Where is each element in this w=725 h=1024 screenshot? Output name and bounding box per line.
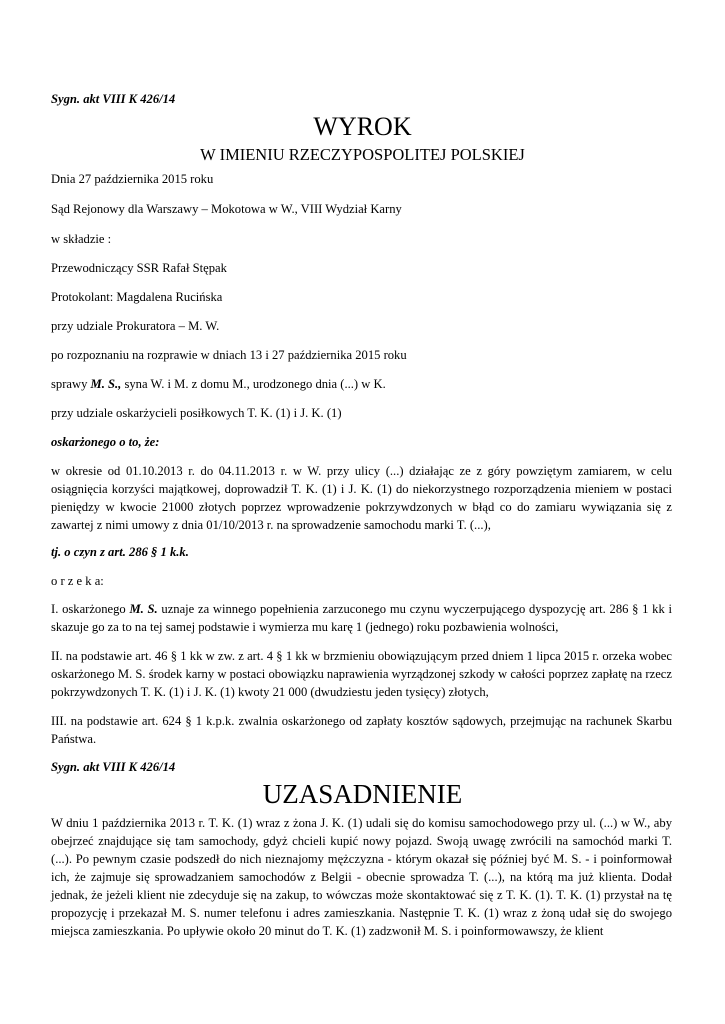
- verdict-point-i: [51, 600, 672, 636]
- court-name: Sąd Rejonowy dla Warszawy – Mokotowa w W., VIII Wydział Karny: [51, 202, 402, 216]
- case-of-defendant: [51, 375, 672, 393]
- justification-text: W dniu 1 października 2013 r. T. K. (1) wraz z żona J. K. (1) udali się do komisu samochodowego przy ul. (...) w W., aby obejrzeć znajdujące się tam samochody, gdyż chcieli kupić nowy pojazd. Swoją uwagę zwrócili na samochód marki T. (...). Po pewnym czasie podszedł do nich nieznajomy mężczyzna - którym okazał się później być M. S. - i poinformował ich, że zajmuje się sprowadzaniem samochodów z Belgii - obecnie sprowadza T. (...), na którą ma już klienta. Dodał jednak, że jeżeli klient nie zdecyduje się na zakup, to wówczas może skontaktować się z T. K. (1). T. K. (1) przystał na tę propozycję i przekazał M. S. numer telefonu i adres zamieszkania. Następnie T. K. (1) wraz z żoną udał się do swojego miejsca zamieszkania. Po upływie około 20 minut do T. K. (1) zadzwonił M. S. i poinformowawszy, że klient: [51, 816, 672, 938]
- composition-label: w składzie :: [51, 232, 112, 246]
- judgment-date: Dnia 27 października 2015 roku: [51, 172, 214, 186]
- defendant-details: syna W. i M. z domu M., urodzonego dnia (...) w K.: [121, 377, 386, 391]
- case-number-justification: Sygn. akt VIII K 426/14: [51, 760, 176, 774]
- defendant-name: M. S.,: [90, 377, 122, 391]
- orzeka-label: o r z e k a:: [51, 574, 104, 588]
- verdict-i-prefix: I. oskarżonego: [51, 602, 130, 616]
- judgment-title: WYROK: [313, 112, 412, 141]
- court-clerk: Protokolant: Magdalena Rucińska: [51, 290, 223, 304]
- charge-description: w okresie od 01.10.2013 r. do 04.11.2013 r. w W. przy ulicy (...) działając ze z góry powziętym zamiarem, w celu osiągnięcia korzyści majątkowej, doprowadził T. K. (1) i J. K. (1) do niekorzystnego rozporządzenia mieniem w postaci pieniędzy w kwocie 21000 złotych poprzez wprowadzenie pokrzywdzonych w błąd co do zamiaru wywiązania się z zawartej z nimi umowy z dnia 01/10/2013 r. na sprowadzenie samochodu marki T. (...),: [51, 464, 672, 532]
- hearing-dates: po rozpoznaniu na rozprawie w dniach 13 i 27 października 2015 roku: [51, 348, 407, 362]
- prosecutor-line: przy udziale Prokuratora – M. W.: [51, 319, 220, 333]
- verdict-i-text: uznaje za winnego popełnienia zarzuconego mu czynu wyczerpującego dyspozycję art. 286 § 1 kk i skazuje go za to na tej samej podstawie i wymierza mu karę 1 (jednego) roku pozbawienia wolności,: [51, 602, 672, 634]
- verdict-point-iii: III. na podstawie art. 624 § 1 k.p.k. zwalnia oskarżonego od zapłaty kosztów sądowych, przejmując na rachunek Skarbu Państwa.: [51, 714, 672, 746]
- accused-heading: oskarżonego o to, że:: [51, 435, 160, 449]
- judgment-subtitle: W IMIENIU RZECZYPOSPOLITEJ POLSKIEJ: [200, 145, 525, 164]
- verdict-point-ii: II. na podstawie art. 46 § 1 kk w zw. z art. 4 § 1 kk w brzmieniu obowiązującym przed dniem 1 lipca 2015 r. orzeka wobec oskarżonego M. S. środek karny w postaci obowiązku naprawienia wyrządzonej szkody w całości poprzez zapłatę na rzecz pokrzywdzonych T. K. (1) i J. K. (1) kwoty 21 000 (dwudziestu jeden tysięcy) złotych,: [51, 649, 672, 699]
- justification-title: UZASADNIENIE: [262, 779, 463, 809]
- case-number-header: Sygn. akt VIII K 426/14: [51, 92, 176, 106]
- presiding-judge: Przewodniczący SSR Rafał Stępak: [51, 261, 227, 275]
- auxiliary-prosecutors: przy udziale oskarżycieli posiłkowych T. K. (1) i J. K. (1): [51, 406, 342, 420]
- legal-basis: tj. o czyn z art. 286 § 1 k.k.: [51, 545, 189, 559]
- case-prefix: sprawy: [51, 377, 91, 391]
- verdict-i-defendant: M. S.: [129, 602, 158, 616]
